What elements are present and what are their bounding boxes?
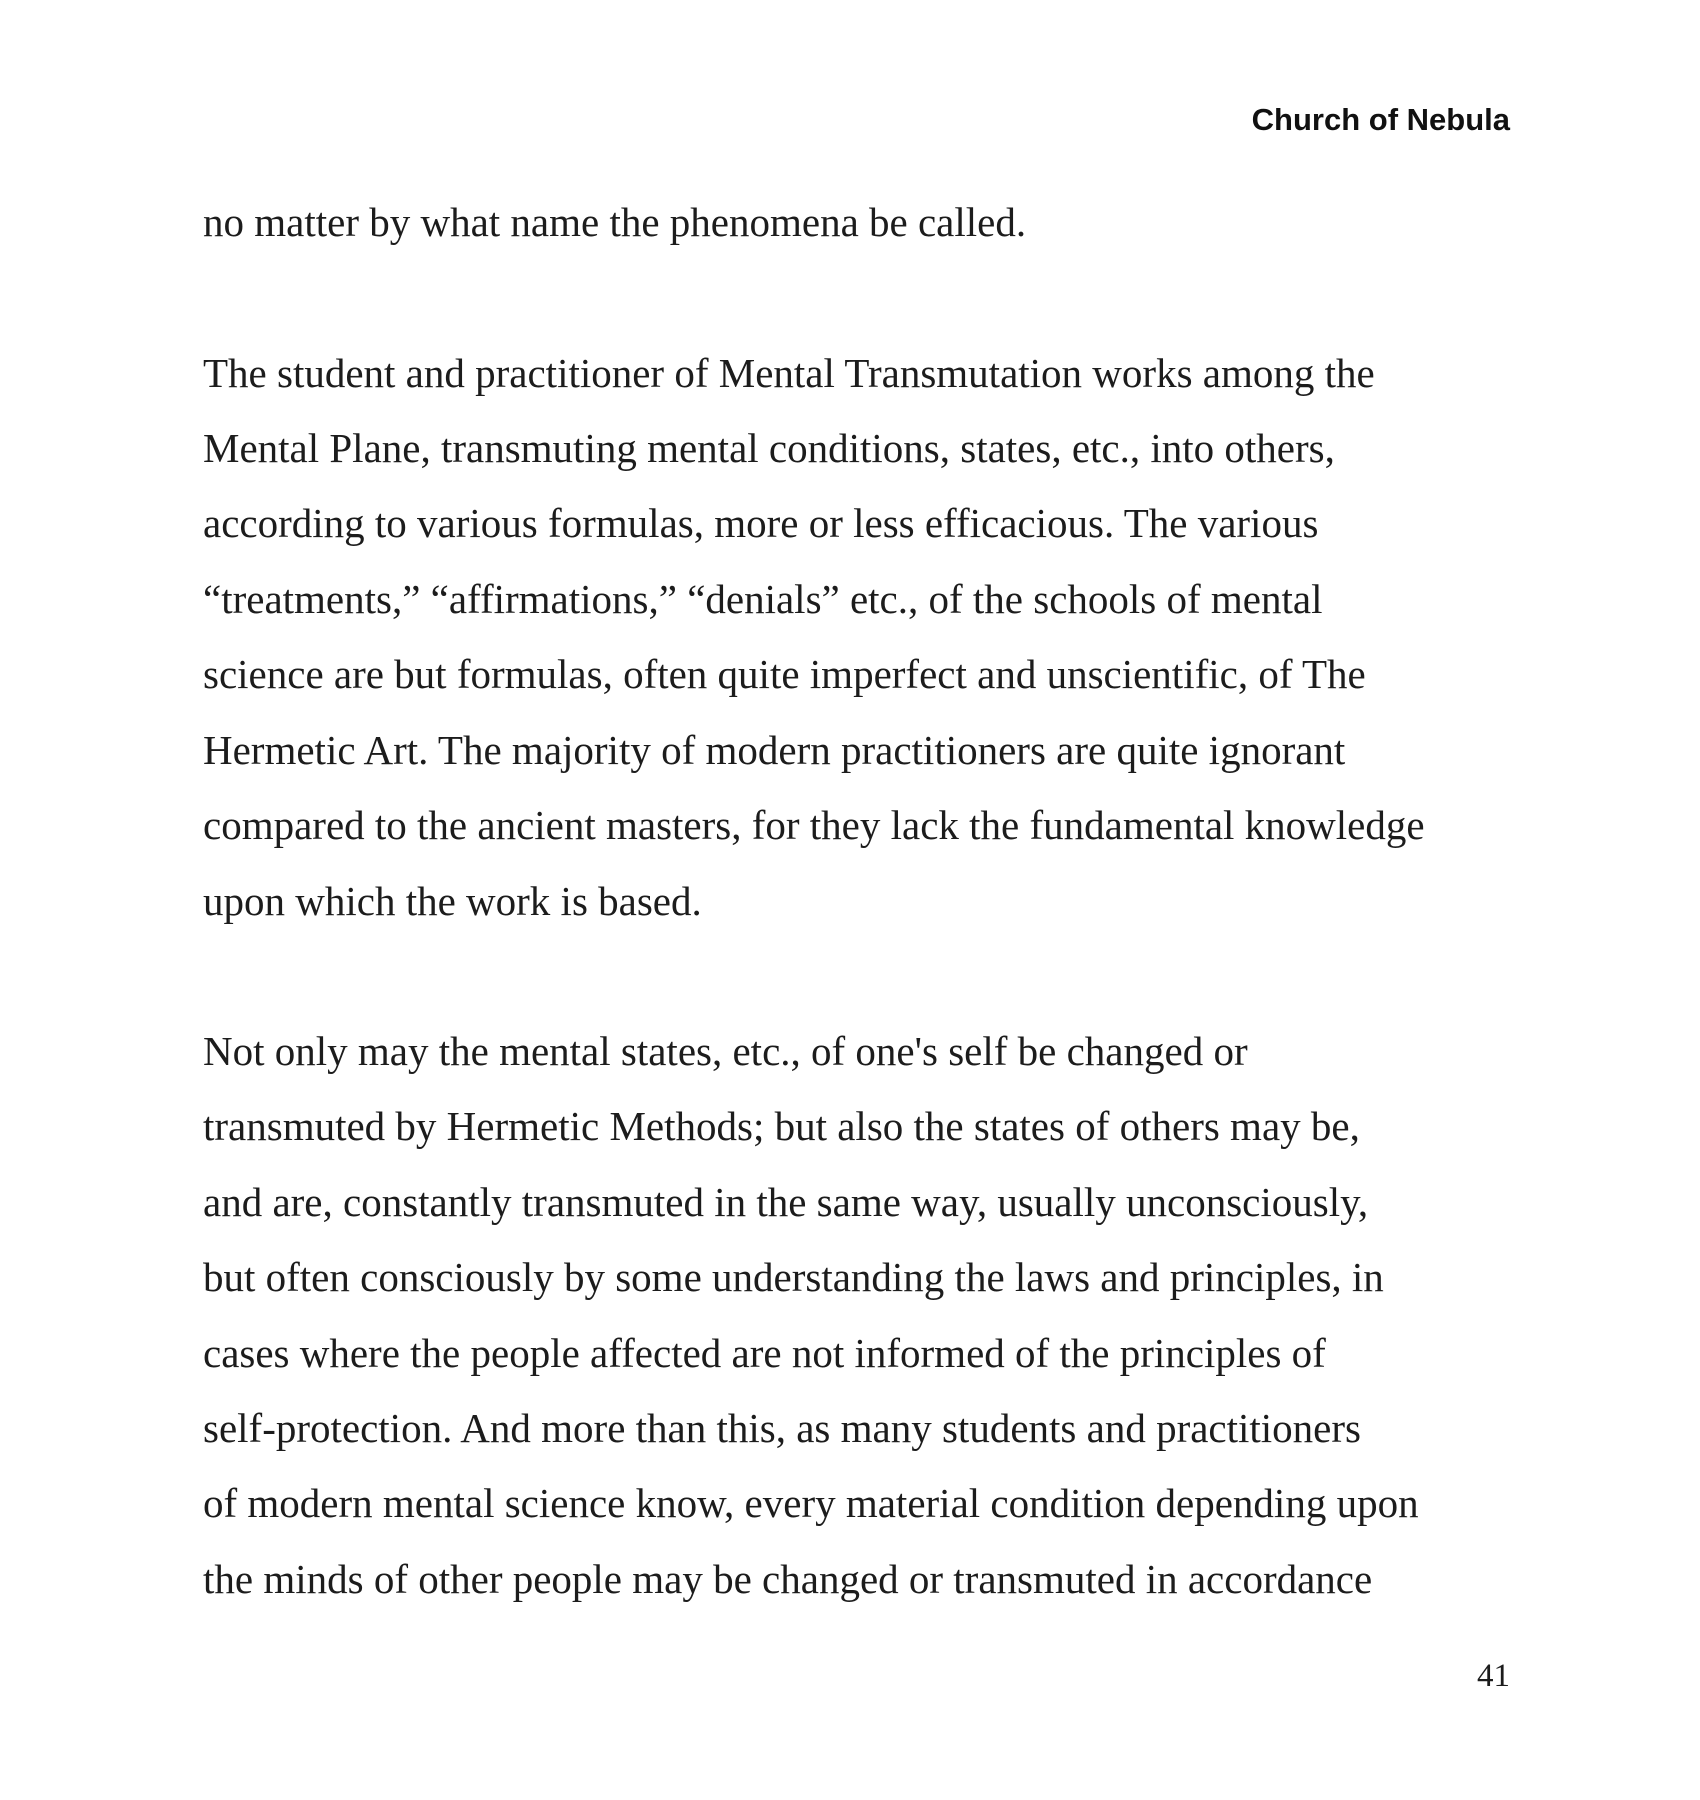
text-line: Mental Plane, transmuting mental conditions, states, etc., into others, [203, 425, 1335, 471]
text-line: and are, constantly transmuted in the same way, usually unconsciously, [203, 1179, 1369, 1225]
text-line: of modern mental science know, every material condition depending upon [203, 1480, 1419, 1526]
text-line: the minds of other people may be changed or transmuted in accordance [203, 1556, 1373, 1602]
running-header: Church of Nebula [1251, 102, 1510, 137]
text-line: according to various formulas, more or less efficacious. The various [203, 500, 1319, 546]
text-line: cases where the people affected are not informed of the principles of [203, 1330, 1326, 1376]
text-line: compared to the ancient masters, for they lack the fundamental knowledge [203, 802, 1425, 848]
text-line: upon which the work is based. [203, 878, 702, 924]
page-number: 41 [1477, 1658, 1510, 1694]
text-line: no matter by what name the phenomena be called. [203, 199, 1027, 245]
text-line: but often consciously by some understanding the laws and principles, in [203, 1254, 1384, 1300]
text-line: transmuted by Hermetic Methods; but also the states of others may be, [203, 1103, 1360, 1149]
text-line: Hermetic Art. The majority of modern practitioners are quite ignorant [203, 727, 1346, 773]
text-line: Not only may the mental states, etc., of one's self be changed or [203, 1028, 1248, 1074]
text-line: “treatments,” “affirmations,” “denials” etc., of the schools of mental [203, 576, 1323, 622]
text-line: The student and practitioner of Mental Transmutation works among the [203, 350, 1375, 396]
text-line: science are but formulas, often quite imperfect and unscientific, of The [203, 651, 1366, 697]
text-line: self-protection. And more than this, as many students and practitioners [203, 1405, 1361, 1451]
